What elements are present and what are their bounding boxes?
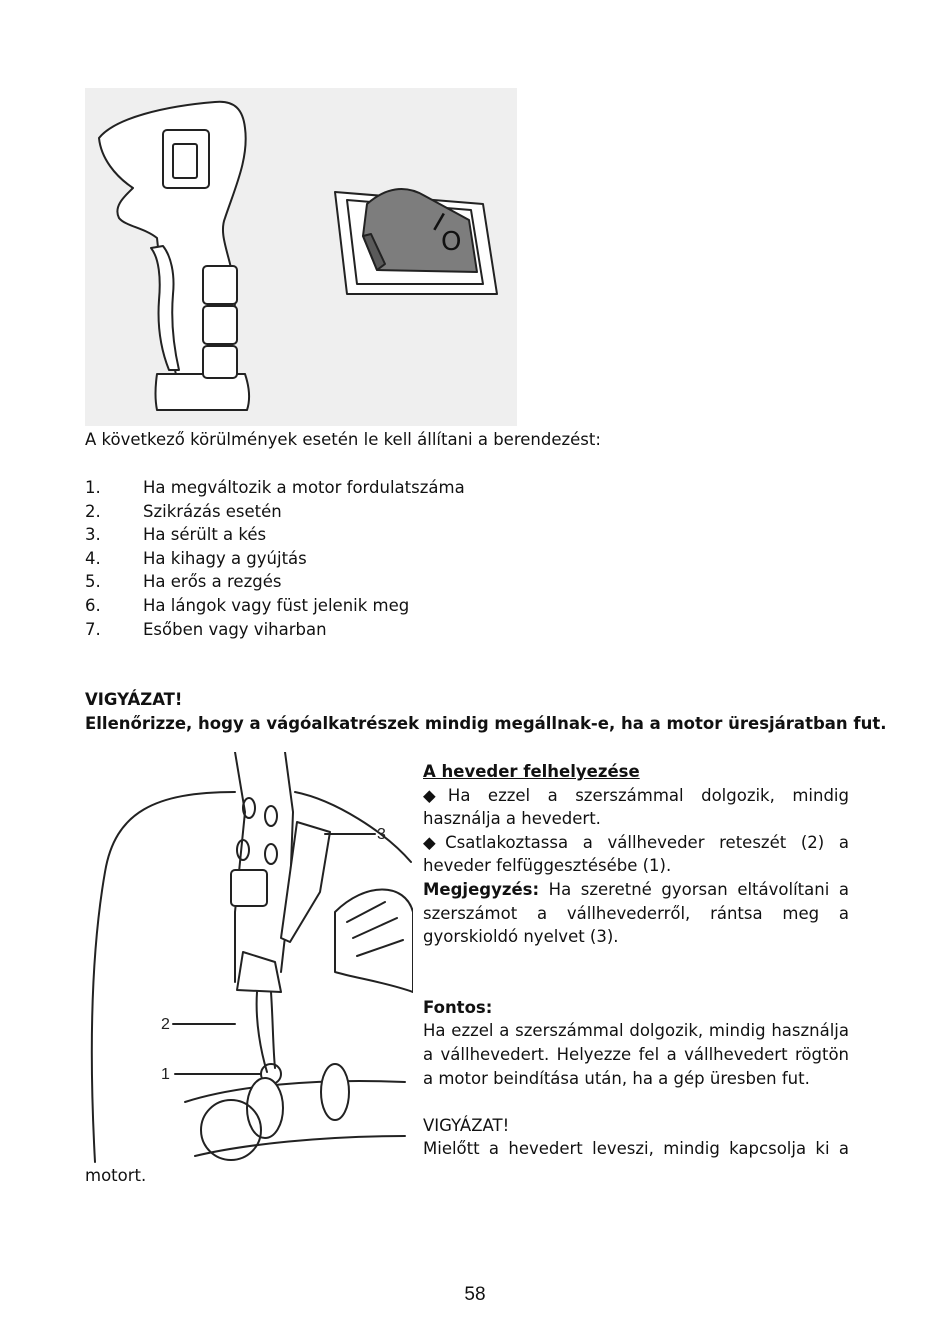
callout-3: 3 bbox=[377, 826, 386, 843]
important-label: Fontos: bbox=[423, 997, 493, 1017]
list-item: 3. Ha sérült a kés bbox=[85, 525, 267, 545]
list-item: 7. Esőben vagy viharban bbox=[85, 619, 327, 639]
strap-heading: A heveder felhelyezése bbox=[423, 762, 640, 781]
warning2-title: VIGYÁZAT! bbox=[423, 1115, 510, 1135]
handle-switch-drawing bbox=[85, 88, 517, 426]
handle-switch-figure bbox=[85, 88, 517, 426]
stop-conditions-list bbox=[85, 476, 465, 641]
warning2-tail: motort. bbox=[85, 1166, 147, 1185]
list-item: 5. Ha erős a rezgés bbox=[85, 572, 282, 592]
switch-on-symbol: I bbox=[427, 208, 450, 238]
strap-section bbox=[423, 760, 849, 1161]
list-item: 4. Ha kihagy a gyújtás bbox=[85, 548, 307, 568]
note-label: Megjegyzés: bbox=[423, 879, 540, 899]
page-number: 58 bbox=[464, 1284, 486, 1305]
strap-drawing bbox=[85, 752, 413, 1164]
list-item: 1. Ha megváltozik a motor fordulatszáma bbox=[85, 478, 465, 497]
strap-bullet-2: ◆Csatlakoztassa a vállheveder reteszét (2) a heveder felfüggesztésébe (1). bbox=[423, 832, 849, 876]
warning-title: VIGYÁZAT! bbox=[85, 690, 183, 709]
warning2-text: Mielőtt a hevedert leveszi, mindig kapcsolja ki a bbox=[423, 1139, 849, 1159]
warning-text: Ellenőrizze, hogy a vágóalkatrészek mindig megállnak-e, ha a motor üresjáratban fut. bbox=[85, 714, 887, 733]
strap-note bbox=[423, 878, 849, 949]
strap-bullet-1: ◆Ha ezzel a szerszámmal dolgozik, mindig használja a hevedert. bbox=[423, 785, 849, 829]
stop-conditions-intro: A következő körülmények esetén le kell állítani a berendezést: bbox=[85, 430, 601, 449]
important-text: Ha ezzel a szerszámmal dolgozik, mindig használja a vállhevedert. Helyezze fel a vállhevedert rögtön a motor beindítása után, ha a gép üresben fut. bbox=[423, 1021, 849, 1088]
list-item: 6. Ha lángok vagy füst jelenik meg bbox=[85, 595, 410, 615]
list-item: 2. Szikrázás esetén bbox=[85, 501, 282, 521]
strap-figure bbox=[85, 752, 413, 1164]
callout-2: 2 bbox=[161, 1016, 170, 1033]
switch-off-symbol: O bbox=[441, 227, 462, 257]
callout-1: 1 bbox=[161, 1066, 170, 1083]
note-text: Ha szeretné gyorsan eltávolítani a szerszámot a vállhevederről, rántsa meg a gyorskioldó nyelvet (3). bbox=[423, 879, 849, 947]
